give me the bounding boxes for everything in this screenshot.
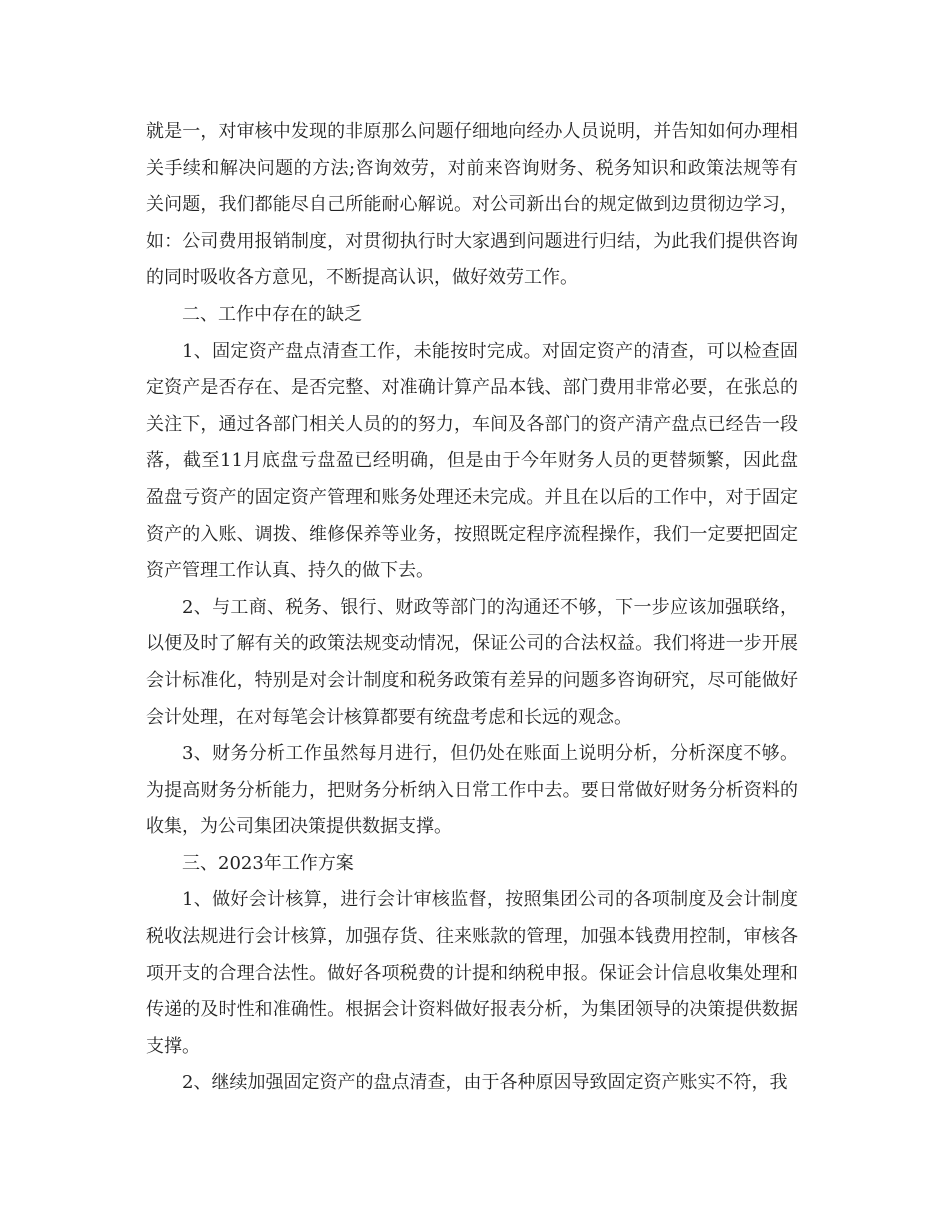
document-body — [146, 114, 798, 1102]
paragraph-continuation: 就是一，对审核中发现的非原那么问题仔细地向经办人员说明，并告知如何办理相关手续和解决问题的方法;咨询效劳，对前来咨询财务、税务知识和政策法规等有关问题，我们都能尽自己所能耐心解说。对公司新出台的规定做到边贯彻边学习，如：公司费用报销制度，对贯彻执行时大家遇到问题进行归结，为此我们提供咨询的同时吸收各方意见，不断提高认识，做好效劳工作。 — [146, 121, 798, 289]
section-heading-shortcomings: 二、工作中存在的缺乏 — [182, 303, 362, 325]
paragraph-financial-analysis: 3、财务分析工作虽然每月进行，但仍处在账面上说明分析，分析深度不够。为提高财务分析能力，把财务分析纳入日常工作中去。要日常做好财务分析资料的收集，为公司集团决策提供数据支撑。 — [146, 743, 798, 838]
paragraph-communication: 2、与工商、税务、银行、财政等部门的沟通还不够，下一步应该加强联络，以便及时了解有关的政策法规变动情况，保证公司的合法权益。我们将进一步开展会计标准化，特别是对会计制度和税务政策有差异的问题多咨询研究，尽可能做好会计处理，在对每笔会计核算都要有统盘考虑和长远的观念。 — [146, 596, 798, 728]
section-heading-work-plan: 三、2023年工作方案 — [182, 852, 354, 874]
paragraph-accounting: 1、做好会计核算，进行会计审核监督，按照集团公司的各项制度及会计制度税收法规进行会计核算，加强存货、往来账款的管理，加强本钱费用控制，审核各项开支的合理合法性。做好各项税费的计提和纳税申报。保证会计信息收集处理和传递的及时性和准确性。根据会计资料做好报表分析，为集团领导的决策提供数据支撑。 — [146, 889, 798, 1057]
paragraph-fixed-assets: 1、固定资产盘点清查工作，未能按时完成。对固定资产的清查，可以检查固定资产是否存在、是否完整、对准确计算产品本钱、部门费用非常必要，在张总的关注下，通过各部门相关人员的的努力，车间及各部门的资产清产盘点已经告一段落，截至11月底盘亏盘盈已经明确，但是由于今年财务人员的更替频繁，因此盘盈盘亏资产的固定资产管理和账务处理还未完成。并且在以后的工作中，对于固定资产的入账、调拨、维修保养等业务，按照既定程序流程操作，我们一定要把固定资产管理工作认真、持久的做下去。 — [146, 340, 798, 582]
paragraph-asset-inventory: 2、继续加强固定资产的盘点清查，由于各种原因导致固定资产账实不符，我 — [182, 1072, 788, 1094]
